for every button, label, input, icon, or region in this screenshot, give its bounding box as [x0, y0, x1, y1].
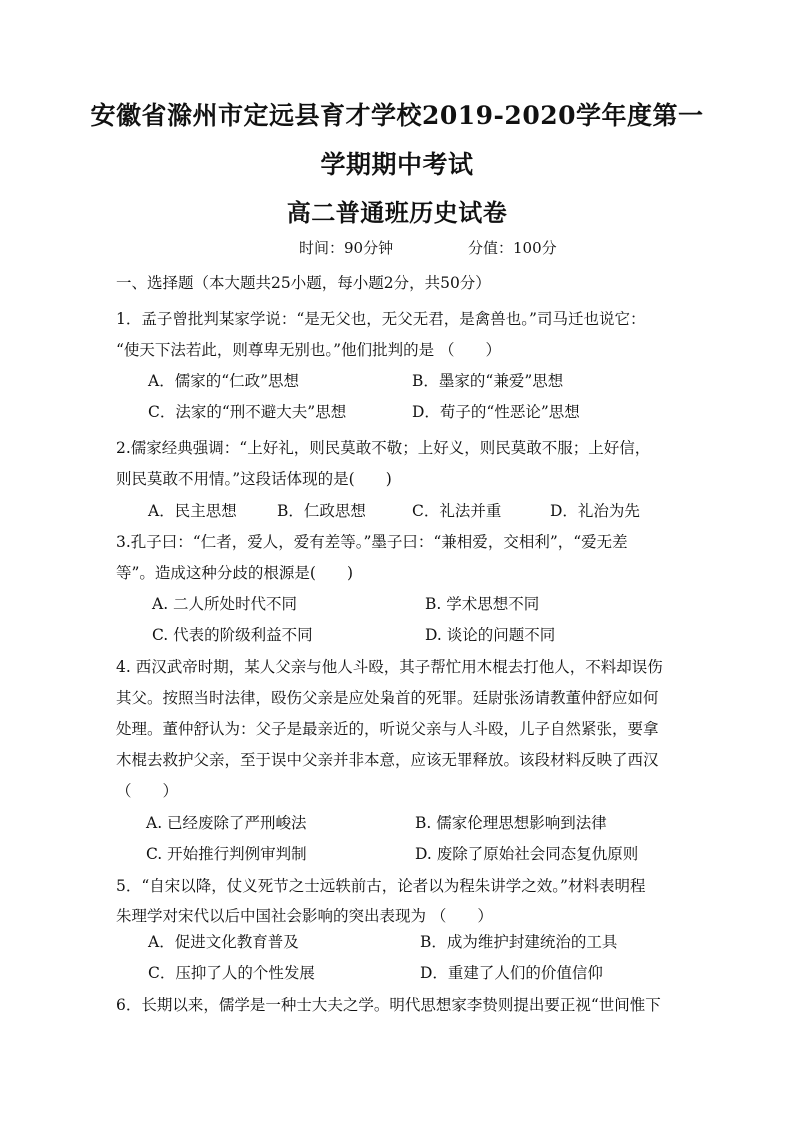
exam-subtitle: 高二普通班历史试卷 [286, 198, 508, 227]
exam-title-line1: 安徽省滁州市定远县育才学校2019-2020学年度第一 [90, 101, 704, 130]
option-d: D. 废除了原始社会同态复仇原则 [415, 845, 639, 863]
question-line: 木棍去救护父亲，至于误中父亲并非本意，应该无罪释放。该段材料反映了西汉 [116, 751, 659, 769]
exam-score: 分值：100分 [468, 239, 557, 257]
option-a: A．促进文化教育普及 [148, 933, 299, 951]
option-a: A. 已经废除了严刑峻法 [146, 814, 307, 832]
question-line: （ ） [116, 782, 179, 800]
question-line: 2.儒家经典强调：“上好礼，则民莫敢不敬；上好义，则民莫敢不服；上好信， [116, 439, 651, 457]
option-c: C. 代表的阶级利益不同 [152, 626, 313, 644]
question-line: 5．“自宋以降，仗义死节之士远轶前古，论者以为程朱讲学之效。”材料表明程 [116, 877, 646, 895]
option-d: D. 谈论的问题不同 [425, 626, 556, 644]
question-line: 1．孟子曾批判某家学说：“是无父也，无父无君，是禽兽也。”司马迁也说它： [116, 310, 646, 328]
option-a: A．儒家的“仁政”思想 [148, 372, 300, 390]
option-d: D．荀子的“性恶论”思想 [412, 403, 580, 421]
option-b: B．成为维护封建统治的工具 [420, 933, 618, 951]
option-a: A．民主思想 [148, 502, 237, 520]
option-b: B．墨家的“兼爱”思想 [412, 372, 564, 390]
option-a: A. 二人所处时代不同 [152, 595, 298, 613]
option-c: C. 开始推行判例审判制 [146, 845, 307, 863]
option-c: C．礼法并重 [412, 502, 502, 520]
question-line: 6．长期以来，儒学是一种士大夫之学。明代思想家李贽则提出要正视“世间惟下 [116, 996, 661, 1014]
exam-title-line2: 学期期中考试 [320, 150, 474, 179]
option-d: D．重建了人们的价值信仰 [420, 964, 603, 982]
question-line: 3.孔子曰：“仁者，爱人，爱有差等。”墨子曰：“兼相爱，交相利”，“爱无差 [116, 533, 628, 551]
option-c: C．压抑了人的个性发展 [148, 964, 315, 982]
question-line: 朱理学对宋代以后中国社会影响的突出表现为 （ ） [116, 907, 493, 925]
question-line: 其父。按照当时法律，殴伤父亲是应处枭首的死罪。廷尉张汤请教董仲舒应如何 [116, 689, 659, 707]
question-line: 4. 西汉武帝时期，某人父亲与他人斗殴，其子帮忙用木棍去打他人，不料却误伤 [116, 658, 663, 676]
question-line: 则民莫敢不用情。”这段话体现的是( ) [116, 470, 392, 488]
option-c: C．法家的“刑不避大夫”思想 [148, 403, 347, 421]
option-d: D．礼治为先 [550, 502, 640, 520]
option-b: B. 学术思想不同 [425, 595, 540, 613]
option-b: B．仁政思想 [277, 502, 366, 520]
question-line: 等”。造成这种分歧的根源是( ) [116, 564, 354, 582]
question-line: “使天下法若此，则尊卑无别也。”他们批判的是 （ ） [116, 341, 502, 359]
question-line: 处理。董仲舒认为：父子是最亲近的，听说父亲与人斗殴，儿子自然紧张，要拿 [116, 720, 659, 738]
option-b: B. 儒家伦理思想影响到法律 [415, 814, 607, 832]
section-heading: 一、选择题（本大题共25小题，每小题2分，共50分） [116, 274, 491, 292]
exam-time: 时间：90分钟 [299, 239, 394, 257]
